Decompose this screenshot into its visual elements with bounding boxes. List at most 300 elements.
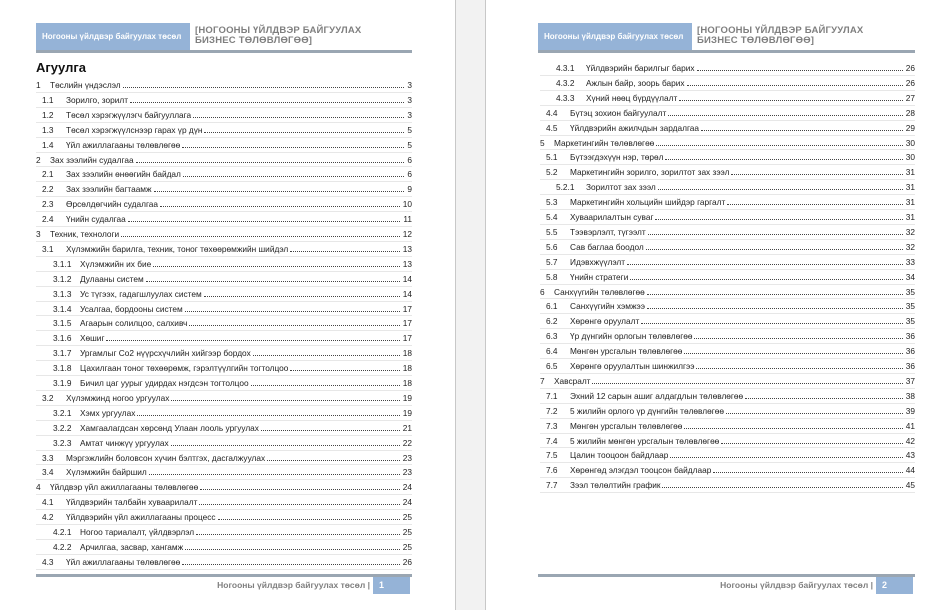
- toc-entry-title: Хөрөнгө оруулалтын шинжилгээ: [570, 361, 695, 371]
- toc-entry-page: 26: [905, 77, 915, 88]
- toc-entry[interactable]: [540, 270, 915, 285]
- toc-entry-page: 3: [407, 109, 412, 120]
- toc-entry-title: Хавсралт: [554, 375, 591, 386]
- toc-entry-title: Зээл төлөлтийн график: [570, 480, 661, 491]
- toc-entry-title: Хүлэмжинд ногоо ургуулах: [66, 392, 170, 403]
- toc-entry-title: Үйлдвэрийн талбайн хуваарилалт: [66, 497, 198, 508]
- toc-entry-leader: [290, 251, 399, 252]
- toc-entry-leader: [121, 236, 400, 237]
- toc-entry-leader: [721, 443, 902, 444]
- toc-entry-number: 4.5: [546, 122, 558, 133]
- toc-entry-page: 3: [407, 94, 412, 105]
- footer-text: Ногооны үйлдвэр байгуулах төсөл |: [217, 580, 370, 590]
- toc-entry-page: 30: [905, 152, 915, 163]
- toc-entry-title: Усалгаа, бордооны систем: [80, 303, 183, 314]
- header-rule: [36, 50, 412, 53]
- toc-entry-leader: [261, 430, 400, 431]
- toc-entry-leader: [193, 117, 404, 118]
- toc-entry-number: 4.3.2: [556, 77, 575, 88]
- toc-entry-number: 4.3.1: [556, 63, 575, 73]
- toc-entry-page: 12: [402, 229, 412, 239]
- toc-entry-page: 22: [402, 437, 412, 448]
- toc-entry-title: Ажлын байр, зоорь барих: [586, 77, 685, 88]
- toc-entry-number: 6.4: [546, 346, 558, 357]
- toc-entry[interactable]: [540, 210, 915, 225]
- toc-entry[interactable]: [36, 167, 412, 182]
- toc-entry-leader: [267, 460, 400, 461]
- toc-entry-leader: [701, 130, 903, 131]
- toc-entry-page: 35: [905, 301, 915, 312]
- toc-entry-title: Үнийн судалгаа: [66, 214, 126, 225]
- toc-entry-number: 7.2: [546, 405, 558, 416]
- toc-entry-title: Хүлэмжийн барилга, техник, тоног төхөөрөмжийн шийдэл: [66, 243, 289, 254]
- toc-entry-leader: [218, 519, 400, 520]
- toc-entry[interactable]: [540, 180, 915, 195]
- toc-entry[interactable]: [36, 212, 412, 227]
- toc-entry[interactable]: [36, 406, 412, 421]
- toc-entry-page: 27: [905, 92, 915, 103]
- toc-entry-leader: [200, 489, 400, 490]
- toc-entry[interactable]: [540, 61, 915, 76]
- toc-entry-leader: [137, 415, 399, 416]
- toc-entry-title: Хөрөнгө оруулалт: [570, 316, 640, 327]
- toc-entry-title: Бичил цаг уурыг удирдах нэгдсэн тогтолцоо: [80, 378, 249, 388]
- toc-entry-title: Техник, технологи: [50, 229, 120, 239]
- toc-entry[interactable]: [36, 197, 412, 212]
- toc-entry-title: Тээвэрлэлт, түгээлт: [570, 226, 646, 237]
- toc-entry-leader: [182, 147, 404, 148]
- toc-entry-title: Төслийн үндэслэл: [50, 80, 121, 90]
- toc-entry-title: Цахилгаан тоног төхөөрөмж, гэрэлтүүлгийн тогтолцоо: [80, 363, 289, 374]
- toc-entry-title: Мэргэжлийн боловсон хүчин бэлтгэх, дасгалжуулах: [66, 452, 266, 463]
- toc-entry-number: 7.3: [546, 420, 558, 431]
- toc-entry-title: Зорилго, зорилт: [66, 94, 128, 105]
- toc-entry-number: 3.1.7: [53, 348, 72, 359]
- toc-entry[interactable]: [36, 465, 412, 480]
- toc-entry-leader: [646, 249, 903, 250]
- toc-entry-page: 32: [905, 226, 915, 237]
- toc-entry-number: 3.2.1: [53, 407, 72, 418]
- toc-entry-number: 3.3: [42, 452, 54, 463]
- toc-entry-leader: [684, 428, 902, 429]
- toc-entry-number: 1.2: [42, 109, 54, 120]
- toc-entry[interactable]: [540, 448, 915, 463]
- toc-entry-number: 7.4: [546, 435, 558, 446]
- toc-entry-leader: [136, 162, 405, 163]
- toc-entry-page: 25: [402, 541, 412, 552]
- toc-entry-title: Цалин тооцоон байдлаар: [570, 450, 669, 461]
- toc-entry[interactable]: [540, 240, 915, 255]
- toc-entry-number: 6.3: [546, 331, 558, 342]
- page-gutter: [455, 0, 486, 610]
- toc-entry-number: 3.1.1: [53, 258, 72, 269]
- toc-entry-title: Үр дүнгийн орлогын төлөвлөгөө: [570, 331, 693, 342]
- toc-entry-leader: [630, 279, 902, 280]
- toc-entry-title: Ус түгээх, гадагшлуулах систем: [80, 288, 202, 299]
- toc-entry-page: 14: [402, 273, 412, 284]
- toc-entry-leader: [696, 368, 902, 369]
- toc-entry-page: 31: [905, 167, 915, 178]
- toc-entry-leader: [183, 176, 405, 177]
- toc-entry-leader: [106, 340, 399, 341]
- toc-entry-page: 28: [905, 107, 915, 118]
- toc-entry-number: 1.1: [42, 94, 54, 105]
- toc-entry-number: 3.1.5: [53, 318, 72, 329]
- toc-entry-number: 4.2: [42, 512, 54, 523]
- header-title: [НОГООНЫ ҮЙЛДВЭР БАЙГУУЛАХ БИЗНЕС ТӨЛӨВЛӨГӨӨ]: [195, 25, 362, 46]
- toc-entry-number: 1.3: [42, 124, 54, 135]
- toc-entry[interactable]: [36, 138, 412, 153]
- header-rule: [538, 50, 915, 53]
- toc-entry-number: 5: [540, 137, 545, 148]
- toc-entry[interactable]: [540, 389, 915, 404]
- toc-entry-leader: [670, 457, 902, 458]
- toc-entry[interactable]: [540, 150, 915, 165]
- toc-entry-page: 18: [402, 363, 412, 374]
- toc-entry[interactable]: [36, 391, 412, 406]
- toc-entry-title: Үйлдвэр үйл ажиллагааны төлөвлөгөө: [50, 482, 199, 493]
- toc-entry-number: 5.8: [546, 271, 558, 282]
- toc-entry[interactable]: [36, 182, 412, 197]
- toc-entry-title: Бүтэц зохион байгуулалт: [570, 107, 667, 118]
- toc-entry-number: 2.3: [42, 199, 54, 210]
- toc-entry-page: 24: [402, 497, 412, 508]
- toc-entry[interactable]: [36, 123, 412, 138]
- toc-entry-number: 3.1.3: [53, 288, 72, 299]
- toc-entry-page: 31: [905, 182, 915, 193]
- toc-entry[interactable]: [36, 242, 412, 257]
- toc-entry-page: 31: [905, 197, 915, 208]
- toc-entry-number: 3.2: [42, 392, 54, 403]
- toc-entry-leader: [290, 370, 399, 371]
- toc-entry-title: Зорилтот зах зээл: [586, 182, 656, 193]
- toc-entry[interactable]: [540, 463, 915, 478]
- toc-entry[interactable]: [36, 555, 412, 570]
- page-number: 1: [373, 577, 410, 594]
- toc-entry[interactable]: [36, 272, 412, 287]
- toc-entry-leader: [731, 174, 902, 175]
- toc-entry[interactable]: [36, 78, 412, 93]
- toc-entry-leader: [185, 311, 400, 312]
- toc-entry[interactable]: [540, 195, 915, 210]
- toc-entry-page: 5: [407, 139, 412, 150]
- toc-entry-number: 7.1: [546, 390, 558, 401]
- toc-entry-title: Маркетингийн хольцийн шийдэр гаргалт: [570, 197, 726, 208]
- toc-entry-leader: [662, 487, 902, 488]
- toc-entry-number: 5.5: [546, 226, 558, 237]
- toc-entry[interactable]: [540, 419, 915, 434]
- footer-text: Ногооны үйлдвэр байгуулах төсөл |: [720, 580, 873, 590]
- toc-entry-title: Хүлэмжийн их бие: [80, 258, 152, 269]
- toc-entry-leader: [687, 85, 903, 86]
- toc-entry-page: 18: [402, 348, 412, 359]
- toc-entry[interactable]: [36, 287, 412, 302]
- toc-entry[interactable]: [540, 255, 915, 270]
- toc-entry[interactable]: [540, 299, 915, 314]
- toc-entry-number: 3.4: [42, 467, 54, 478]
- toc-entry-leader: [694, 338, 902, 339]
- toc-entry-page: 38: [905, 390, 915, 401]
- toc-entry-title: Мөнгөн урсгалын төлөвлөгөө: [570, 420, 683, 431]
- toc-entry-title: Санхүүгийн төлөвлөгөө: [554, 286, 645, 297]
- toc-entry-page: 44: [905, 465, 915, 476]
- toc-entry-title: Ногоо тариалалт, үйлдвэрлэл: [80, 527, 195, 537]
- toc-entry-title: Маркетингийн төлөвлөгөө: [554, 137, 655, 148]
- toc-entry-title: Үйлдвэрийн барилгыг барих: [586, 63, 695, 73]
- toc-entry-number: 7.5: [546, 450, 558, 461]
- toc-entry-title: Идэвхжүүлэлт: [570, 256, 626, 267]
- page-number: 2: [876, 577, 913, 594]
- toc-entry[interactable]: [540, 344, 915, 359]
- toc-entry-title: 5 жилийн мөнгөн урсгалын төлөвлөгөө: [570, 435, 720, 446]
- toc-entry-leader: [627, 264, 903, 265]
- toc-entry-leader: [185, 549, 400, 550]
- toc-entry-page: 45: [905, 480, 915, 491]
- toc-entry[interactable]: [36, 153, 412, 168]
- toc-entry-leader: [697, 70, 903, 71]
- toc-entry-leader: [130, 102, 404, 103]
- toc-entry-number: 7.7: [546, 480, 558, 491]
- toc-entry-leader: [656, 145, 902, 146]
- toc-entry-number: 1.4: [42, 139, 54, 150]
- toc-entry-number: 4.3.3: [556, 92, 575, 103]
- toc-entry-leader: [727, 204, 903, 205]
- toc-entry-title: Зах зээлийн багтаамж: [66, 184, 152, 195]
- toc-entry-leader: [684, 353, 902, 354]
- toc-entry-number: 5.3: [546, 197, 558, 208]
- toc-entry-number: 3.1.4: [53, 303, 72, 314]
- toc-entry-title: Хамгаалагдсан хөрсөнд Улаан лооль ургуулах: [80, 422, 259, 433]
- toc-entry[interactable]: [36, 421, 412, 436]
- toc-entry-page: 39: [905, 405, 915, 416]
- toc-entry-number: 7.6: [546, 465, 558, 476]
- toc-entry-title: Хэмх ургуулах: [80, 407, 136, 418]
- toc-entry-leader: [123, 87, 405, 88]
- toc-entry-leader: [655, 219, 902, 220]
- toc-entry[interactable]: [36, 316, 412, 331]
- toc-entry[interactable]: [36, 257, 412, 272]
- toc-entry-leader: [199, 504, 399, 505]
- toc-entry-page: 17: [402, 303, 412, 314]
- toc-entry-page: 23: [402, 467, 412, 478]
- toc-entry-leader: [592, 383, 902, 384]
- toc-entry-number: 2.4: [42, 214, 54, 225]
- toc-entry-number: 3.1.9: [53, 378, 72, 388]
- header-tab: Ногооны үйлдвэр байгуулах төсөл: [538, 23, 692, 50]
- toc-entry-title: Зах зээлийн судалгаа: [50, 154, 134, 165]
- toc-entry-leader: [745, 398, 903, 399]
- toc-entry[interactable]: [36, 227, 412, 242]
- toc-entry-leader: [647, 308, 903, 309]
- toc-entry-title: Өрсөлдөгчийн судалгаа: [66, 199, 159, 210]
- toc-entry-page: 37: [905, 375, 915, 386]
- toc-entry-leader: [647, 294, 903, 295]
- toc-entry-leader: [196, 534, 400, 535]
- toc-entry-page: 36: [905, 361, 915, 371]
- toc-entry-title: Үйлдвэрийн ажилчдын зардалгаа: [570, 122, 700, 133]
- toc-entry-leader: [726, 413, 903, 414]
- toc-entry-leader: [154, 191, 405, 192]
- toc-entry[interactable]: [540, 285, 915, 300]
- toc-entry-page: 29: [905, 122, 915, 133]
- toc-entry-number: 6: [540, 286, 545, 297]
- toc-entry[interactable]: [36, 495, 412, 510]
- toc-entry-title: Үйлдвэрийн үйл ажиллагааны процесс: [66, 512, 216, 523]
- toc-entry-title: Хүний нөөц бүрдүүлалт: [586, 92, 678, 103]
- toc-entry[interactable]: [540, 165, 915, 180]
- toc-entry[interactable]: [540, 374, 915, 389]
- toc-entry-title: Бүтээгдэхүүн нэр, төрөл: [570, 152, 664, 163]
- toc-entry[interactable]: [36, 525, 412, 540]
- document-page-1: [0, 0, 455, 610]
- toc-entry-page: 5: [407, 124, 412, 135]
- toc-entry[interactable]: [36, 108, 412, 123]
- toc-entry-page: 19: [402, 392, 412, 403]
- toc-entry-page: 21: [402, 422, 412, 433]
- toc-entry-title: Санхүүгийн хэмжээ: [570, 301, 646, 312]
- toc-entry[interactable]: [540, 106, 915, 121]
- toc-entry-page: 9: [407, 184, 412, 195]
- toc-entry-leader: [160, 206, 400, 207]
- toc-entry-number: 5.1: [546, 152, 558, 163]
- toc-entry[interactable]: [36, 331, 412, 346]
- toc-entry-title: Үнийн стратеги: [570, 271, 629, 282]
- toc-entry-number: 4.1: [42, 497, 54, 508]
- toc-entry[interactable]: [36, 480, 412, 495]
- toc-entry-leader: [128, 221, 401, 222]
- toc-entry-title: Маркетингийн зорилго, зорилтот зах зээл: [570, 167, 730, 178]
- toc-entry[interactable]: [540, 121, 915, 136]
- toc-entry-title: Үйл ажиллагааны төлөвлөгөө: [66, 556, 181, 567]
- toc-entry-number: 5.7: [546, 256, 558, 267]
- toc-entry-leader: [153, 266, 400, 267]
- toc-entry-page: 18: [402, 378, 412, 388]
- footer-rule: [36, 574, 412, 577]
- toc-entry-title: Хүлэмжийн байршил: [66, 467, 147, 478]
- toc-entry-page: 31: [905, 212, 915, 222]
- toc-entry-title: Хөшиг: [80, 333, 105, 344]
- toc-entry-page: 14: [402, 288, 412, 299]
- toc-entry-title: Зах зээлийн өнөөгийн байдал: [66, 169, 181, 180]
- toc-entry[interactable]: [540, 225, 915, 240]
- toc-entry[interactable]: [36, 451, 412, 466]
- toc-entry[interactable]: [540, 136, 915, 151]
- toc-entry[interactable]: [540, 91, 915, 106]
- toc-entry[interactable]: [36, 540, 412, 555]
- toc-entry[interactable]: [36, 436, 412, 451]
- toc-entry-number: 3: [36, 229, 41, 239]
- toc-entry[interactable]: [36, 302, 412, 317]
- toc-entry-page: 17: [402, 318, 412, 329]
- toc-entry-title: Эхний 12 сарын ашиг алдагдлын төлөвлөгөө: [570, 390, 744, 401]
- toc-entry-leader: [204, 296, 400, 297]
- toc-entry-number: 5.2: [546, 167, 558, 178]
- toc-entry-number: 7: [540, 375, 545, 386]
- toc-entry-leader: [171, 400, 399, 401]
- toc-entry-page: 43: [905, 450, 915, 461]
- toc-entry-number: 3.1: [42, 243, 54, 254]
- toc-entry-leader: [713, 472, 902, 473]
- toc-entry-page: 35: [905, 316, 915, 327]
- toc-entry-page: 24: [402, 482, 412, 493]
- toc-entry-title: Ургамлыг Co2 нүүрсхүчлийн хийгээр бордох: [80, 348, 251, 359]
- toc-entry-page: 32: [905, 241, 915, 252]
- toc-entry-number: 5.6: [546, 241, 558, 252]
- toc-entry-number: 4.2.2: [53, 541, 72, 552]
- toc-entry[interactable]: [36, 510, 412, 525]
- toc-entry-number: 6.2: [546, 316, 558, 327]
- toc-entry-page: 25: [402, 527, 412, 537]
- toc-entry-title: Хөрөнгөд элэгдэл тооцсон байдлаар: [570, 465, 712, 476]
- toc-entry-page: 19: [402, 407, 412, 418]
- toc-entry-leader: [641, 323, 903, 324]
- toc-entry-page: 35: [905, 286, 915, 297]
- toc-entry-page: 3: [407, 80, 412, 90]
- toc-entry-page: 33: [905, 256, 915, 267]
- toc-entry-title: Мөнгөн урсгалын төлөвлөгөө: [570, 346, 683, 357]
- toc-entry-leader: [171, 445, 400, 446]
- toc-entry[interactable]: [540, 314, 915, 329]
- toc-entry[interactable]: [540, 404, 915, 419]
- toc-entry-page: 30: [905, 137, 915, 148]
- toc-entry-separator: [36, 569, 412, 570]
- toc-entry-leader: [149, 474, 400, 475]
- toc-entry-page: 26: [402, 556, 412, 567]
- toc-entry-number: 2: [36, 154, 41, 165]
- toc-entry[interactable]: [540, 76, 915, 91]
- page-edge-left: [455, 0, 456, 610]
- toc-entry[interactable]: [540, 329, 915, 344]
- toc-entry-title: Төсөл хэрэгжүүлэгч байгууллага: [66, 109, 192, 120]
- toc-entry-leader: [665, 159, 902, 160]
- document-page-2: [486, 0, 941, 610]
- toc-entry-number: 5.4: [546, 212, 558, 222]
- toc-entry-number: 6.5: [546, 361, 558, 371]
- toc-entry-page: 36: [905, 331, 915, 342]
- toc-entry[interactable]: [36, 361, 412, 376]
- header-title: [НОГООНЫ ҮЙЛДВЭР БАЙГУУЛАХ БИЗНЕС ТӨЛӨВЛӨГӨӨ]: [697, 25, 864, 46]
- toc-entry-leader: [679, 100, 903, 101]
- toc-entry-separator: [540, 492, 915, 493]
- toc-entry-leader: [189, 325, 399, 326]
- toc-entry-leader: [251, 385, 400, 386]
- toc-entry-title: Үйл ажиллагааны төлөвлөгөө: [66, 139, 181, 150]
- toc-entry-page: 13: [402, 258, 412, 269]
- toc-entry-page: 25: [402, 512, 412, 523]
- toc-entry[interactable]: [540, 478, 915, 493]
- toc-entry-page: 11: [403, 214, 412, 225]
- toc-entry-number: 2.1: [42, 169, 54, 180]
- toc-entry-page: 34: [905, 271, 915, 282]
- toc-entry-page: 23: [402, 452, 412, 463]
- header-tab: Ногооны үйлдвэр байгуулах төсөл: [36, 23, 190, 50]
- toc-entry[interactable]: [36, 93, 412, 108]
- toc-entry-page: 42: [905, 435, 915, 446]
- toc-entry-page: 6: [407, 154, 412, 165]
- toc-entry-leader: [658, 189, 903, 190]
- toc-entry-title: Арчилгаа, засвар, хангамж: [80, 541, 184, 552]
- toc-entry[interactable]: [540, 359, 915, 374]
- toc-entry-leader: [253, 355, 400, 356]
- toc-entry[interactable]: [540, 434, 915, 449]
- toc-entry-number: 4.3: [42, 556, 54, 567]
- toc-entry-number: 4.2.1: [53, 527, 72, 537]
- toc-entry[interactable]: [36, 376, 412, 391]
- toc-entry-number: 5.2.1: [556, 182, 575, 193]
- toc-entry-number: 3.1.6: [53, 333, 72, 344]
- toc-entry-number: 3.2.2: [53, 422, 72, 433]
- toc-entry[interactable]: [36, 346, 412, 361]
